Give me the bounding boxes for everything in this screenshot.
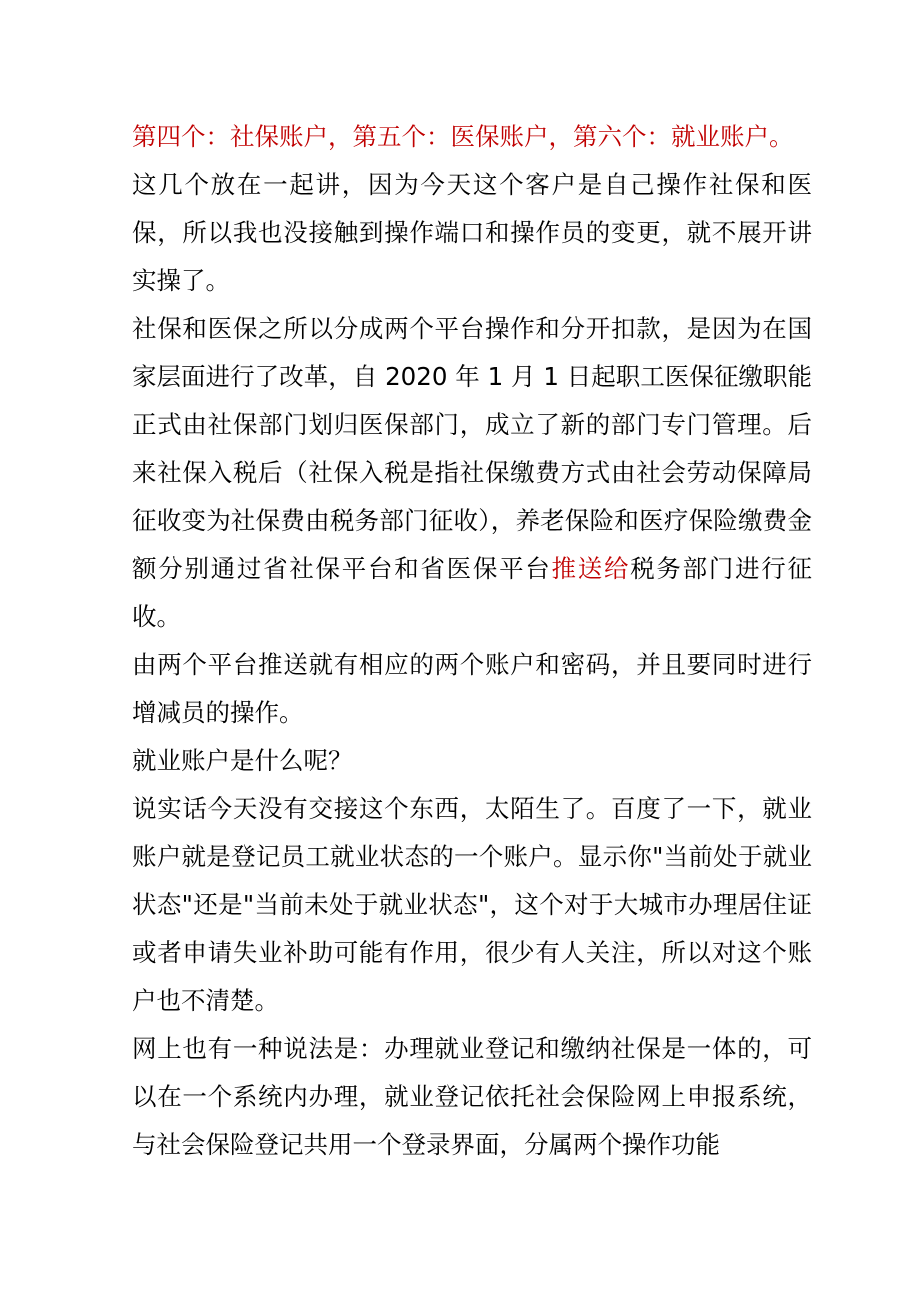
document-body — [132, 113, 812, 1169]
paragraph-2 — [132, 305, 812, 641]
paragraph-2-text-start: 社保和医保之所以分成两个平台操作和分开扣款，是因为在国家层面进行了改革，自 2020 年 1 月 1 日起职工医保征缴职能正式由社保部门划归医保部门，成立了新的部门专门管理。后来社保入税后（社保入税是指社保缴费方式由社会劳动保障局征收变为社保费由税务部门征收），养老保险和医疗保险缴费金额分别通过省社保平台和省医保平台 — [132, 314, 812, 583]
paragraph-6: 网上也有一种说法是：办理就业登记和缴纳社保是一体的，可以在一个系统内办理，就业登记依托社会保险网上申报系统，与社会保险登记共用一个登录界面，分属两个操作功能 — [132, 1034, 812, 1159]
paragraph-1: 这几个放在一起讲，因为今天这个客户是自己操作社保和医保，所以我也没接触到操作端口和操作员的变更，就不展开讲实操了。 — [132, 170, 812, 295]
paragraph-4-question: 就业账户是什么呢？ — [132, 746, 353, 775]
section-heading: 第四个：社保账户，第五个：医保账户，第六个：就业账户。 — [132, 122, 794, 151]
highlighted-text: 推送给 — [551, 554, 631, 583]
paragraph-3: 由两个平台推送就有相应的两个账户和密码，并且要同时进行增减员的操作。 — [132, 650, 812, 727]
paragraph-5: 说实话今天没有交接这个东西，太陌生了。百度了一下，就业账户就是登记员工就业状态的一个账户。显示你"当前处于就业状态"还是"当前未处于就业状态"，这个对于大城市办理居住证或者申请失业补助可能有作用，很少有人关注，所以对这个账户也不清楚。 — [132, 794, 812, 1015]
paragraph-2-text-end: 税务部门进行征收。 — [132, 554, 813, 631]
